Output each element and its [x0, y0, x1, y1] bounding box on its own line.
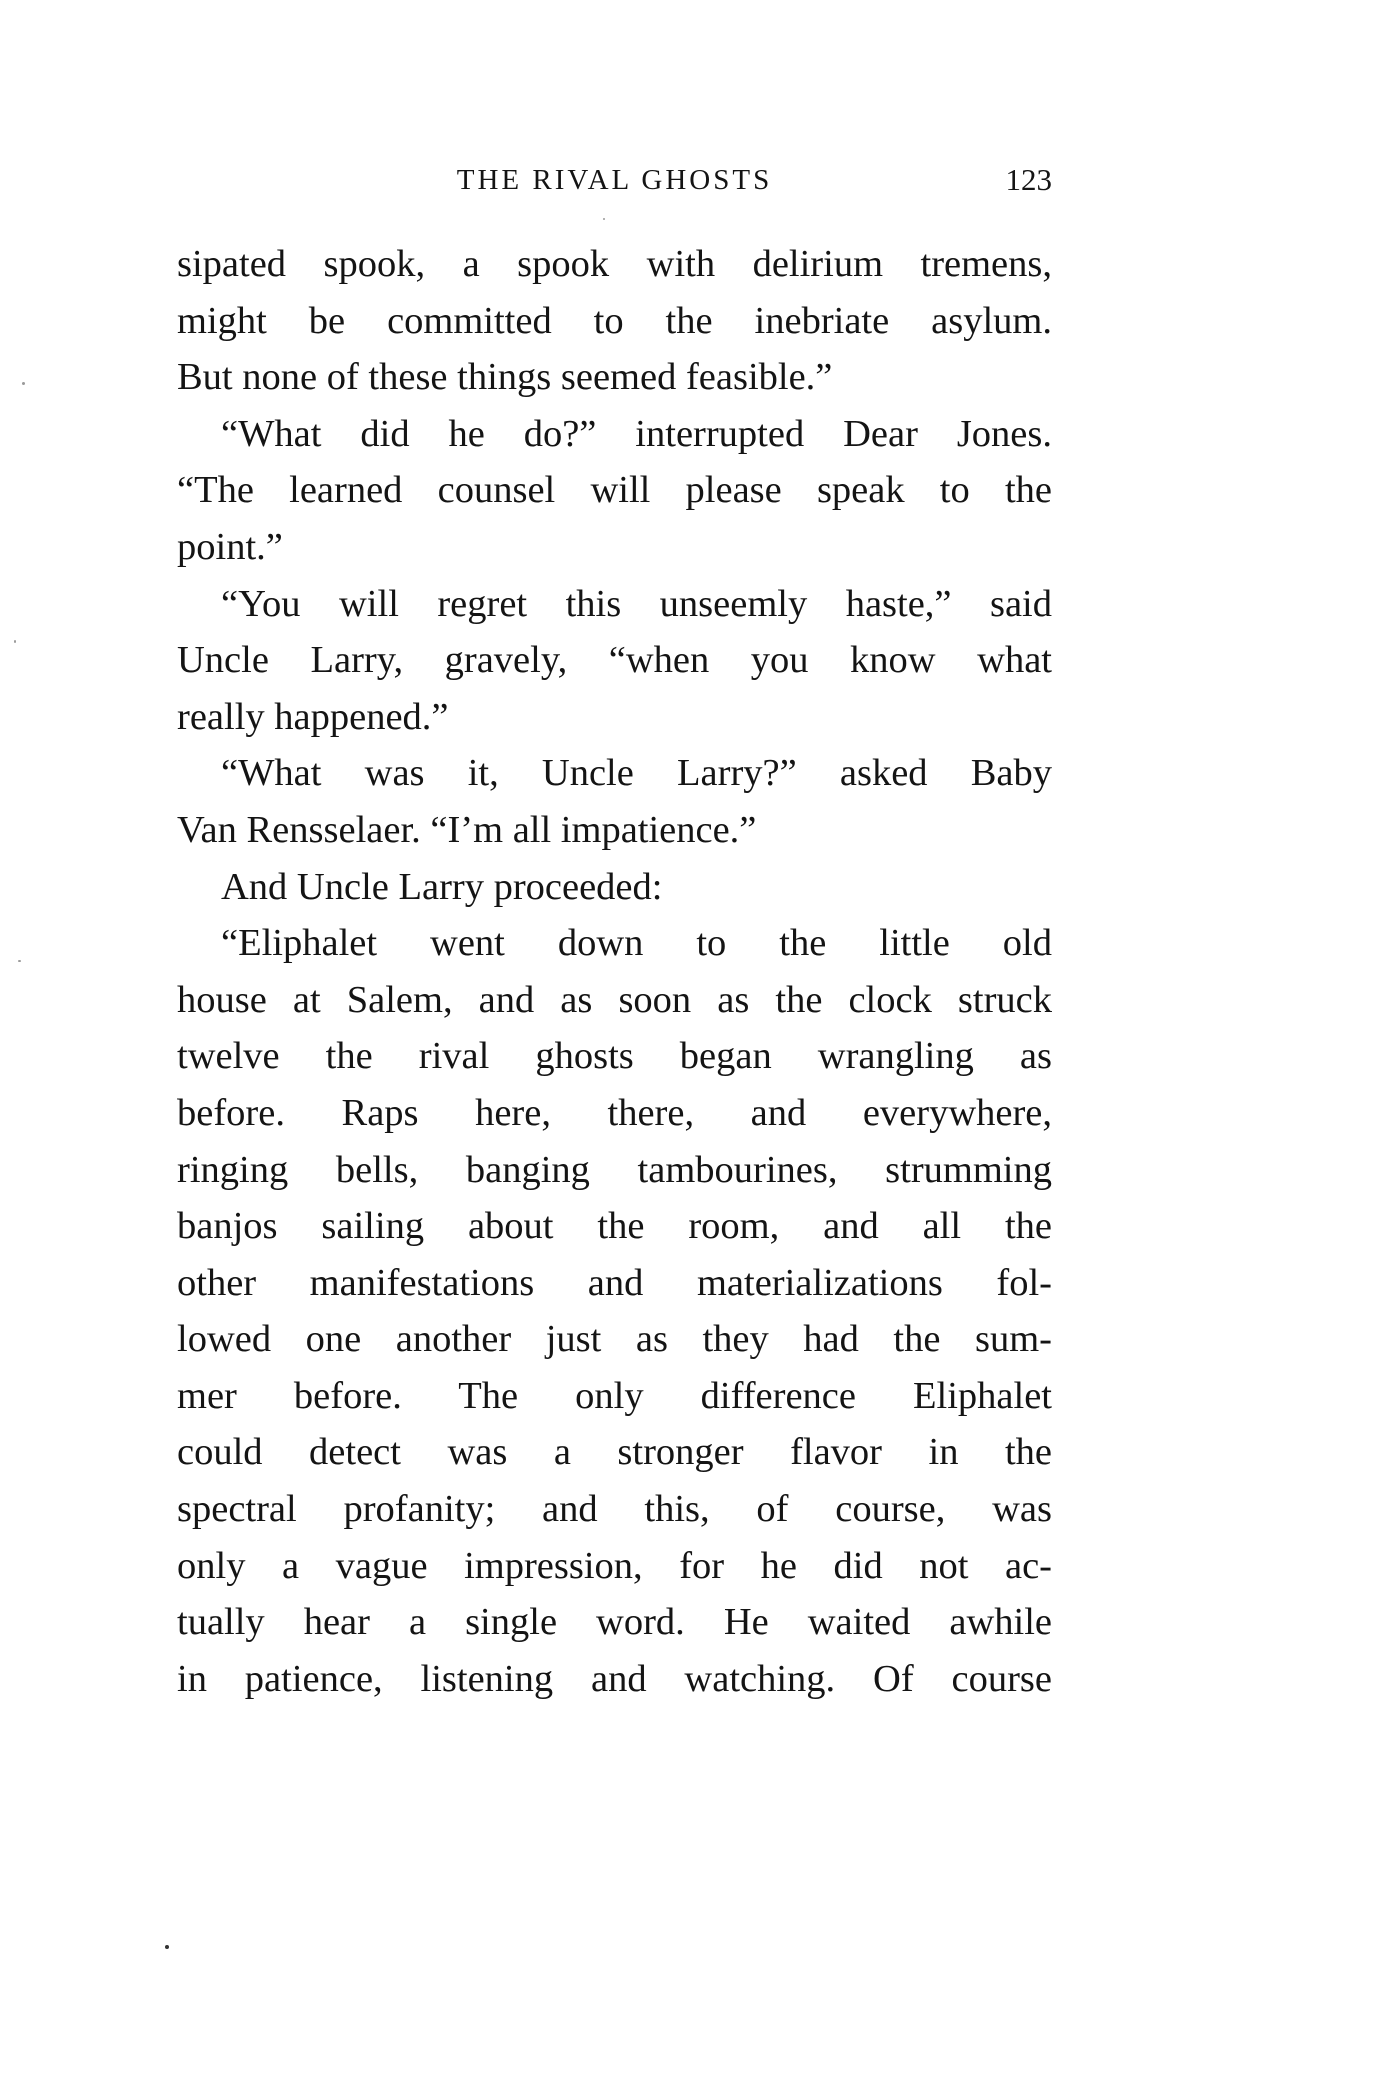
- text-line: spectral profanity; and this, of course, was: [177, 1488, 1052, 1531]
- text-line: before. Raps here, there, and everywhere,: [177, 1091, 1052, 1134]
- scan-speck: [14, 640, 16, 643]
- running-head: [177, 160, 1052, 200]
- scan-speck: [603, 218, 605, 220]
- scan-speck: [22, 382, 25, 385]
- text-line: “Eliphalet went down to the little old: [221, 922, 1052, 965]
- text-line: point.”: [177, 525, 283, 568]
- running-title: THE RIVAL GHOSTS: [456, 164, 773, 196]
- text-line: Van Rensselaer. “I’m all impatience.”: [177, 808, 757, 851]
- text-line: could detect was a stronger flavor in the: [177, 1431, 1052, 1474]
- text-line: twelve the rival ghosts began wrangling as: [177, 1035, 1052, 1078]
- text-line: house at Salem, and as soon as the clock struck: [177, 978, 1052, 1021]
- text-line: really happened.”: [177, 695, 449, 738]
- text-line: mer before. The only difference Eliphalet: [177, 1374, 1052, 1417]
- text-line: might be committed to the inebriate asylum.: [177, 299, 1052, 342]
- text-line: tually hear a single word. He waited awhile: [177, 1601, 1052, 1644]
- page-number: 123: [1005, 162, 1052, 197]
- text-line: lowed one another just as they had the sum-: [177, 1318, 1052, 1361]
- scan-speck: [18, 960, 21, 962]
- text-line: only a vague impression, for he did not ac-: [177, 1544, 1052, 1587]
- text-line: in patience, listening and watching. Of course: [177, 1657, 1052, 1700]
- text-line: sipated spook, a spook with delirium tremens,: [177, 243, 1052, 285]
- text-line: banjos sailing about the room, and all the: [177, 1205, 1052, 1248]
- text-line: But none of these things seemed feasible.”: [177, 356, 833, 399]
- scan-speck: [165, 1945, 169, 1949]
- text-line: ringing bells, banging tambourines, strumming: [177, 1148, 1052, 1191]
- text-line: other manifestations and materializations fol-: [177, 1261, 1052, 1304]
- text-line: Uncle Larry, gravely, “when you know what: [177, 639, 1052, 682]
- text-line: “You will regret this unseemly haste,” said: [221, 582, 1052, 625]
- text-line: “What was it, Uncle Larry?” asked Baby: [221, 752, 1052, 795]
- body-text: [177, 236, 1052, 1707]
- text-line: “The learned counsel will please speak to the: [177, 469, 1052, 512]
- text-line: And Uncle Larry proceeded:: [221, 865, 663, 908]
- text-line: “What did he do?” interrupted Dear Jones.: [221, 412, 1052, 455]
